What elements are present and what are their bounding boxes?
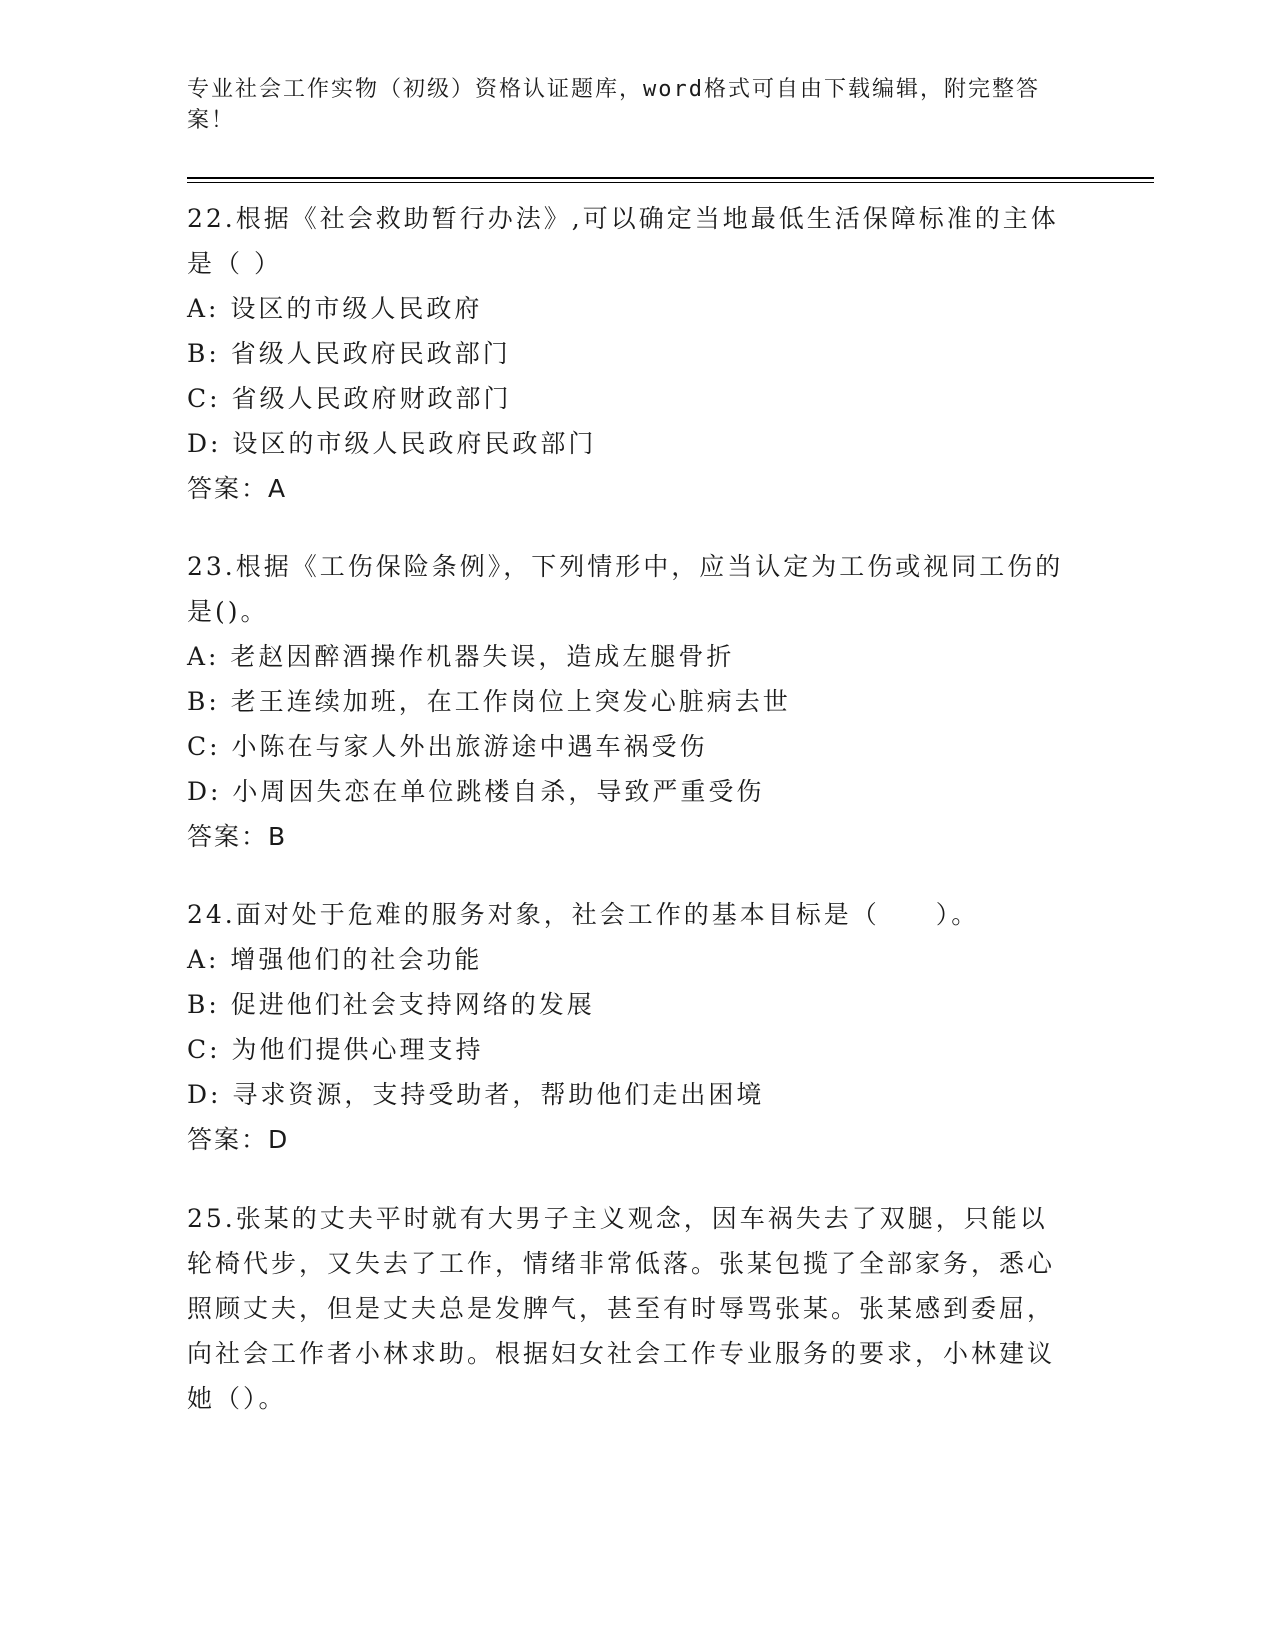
question-22 [187,196,1067,511]
question-25 [187,1196,1067,1421]
option-a: A: 老赵因醉酒操作机器失误，造成左腿骨折 [187,642,735,671]
answer: 答案：B [187,822,288,851]
document-header: 专业社会工作实物（初级）资格认证题库，word格式可自由下载编辑，附完整答案！ [187,77,1040,133]
option-c: C: 小陈在与家人外出旅游途中遇车祸受伤 [187,732,708,761]
option-b: B: 省级人民政府民政部门 [187,339,511,368]
question-stem: 25.张某的丈夫平时就有大男子主义观念，因车祸失去了双腿，只能以轮椅代步，又失去了工作，情绪非常低落。张某包揽了全部家务，悉心照顾丈夫，但是丈夫总是发脾气，甚至有时辱骂张某。张某感到委屈，向社会工作者小林求助。根据妇女社会工作专业服务的要求，小林建议她（）。 [187,1204,1056,1413]
option-c: C: 为他们提供心理支持 [187,1035,484,1064]
header-divider-thin [187,182,1154,183]
option-c: C: 省级人民政府财政部门 [187,384,512,413]
question-23 [187,544,1067,859]
option-b: B: 老王连续加班，在工作岗位上突发心脏病去世 [187,687,791,716]
question-stem: 24.面对处于危难的服务对象，社会工作的基本目标是（ ）。 [187,900,980,929]
option-a: A: 增强他们的社会功能 [187,945,483,974]
question-stem: 23.根据《工伤保险条例》，下列情形中，应当认定为工伤或视同工伤的是()。 [187,552,1064,626]
option-d: D: 寻求资源，支持受助者，帮助他们走出困境 [187,1080,765,1109]
question-24 [187,892,1067,1162]
answer: 答案：D [187,1125,290,1154]
option-a: A: 设区的市级人民政府 [187,294,483,323]
question-stem: 22.根据《社会救助暂行办法》,可以确定当地最低生活保障标准的主体是（ ） [187,204,1059,278]
answer: 答案：A [187,474,288,503]
option-d: D: 设区的市级人民政府民政部门 [187,429,597,458]
option-d: D: 小周因失恋在单位跳楼自杀，导致严重受伤 [187,777,765,806]
header-divider-thick [187,177,1154,179]
option-b: B: 促进他们社会支持网络的发展 [187,990,595,1019]
